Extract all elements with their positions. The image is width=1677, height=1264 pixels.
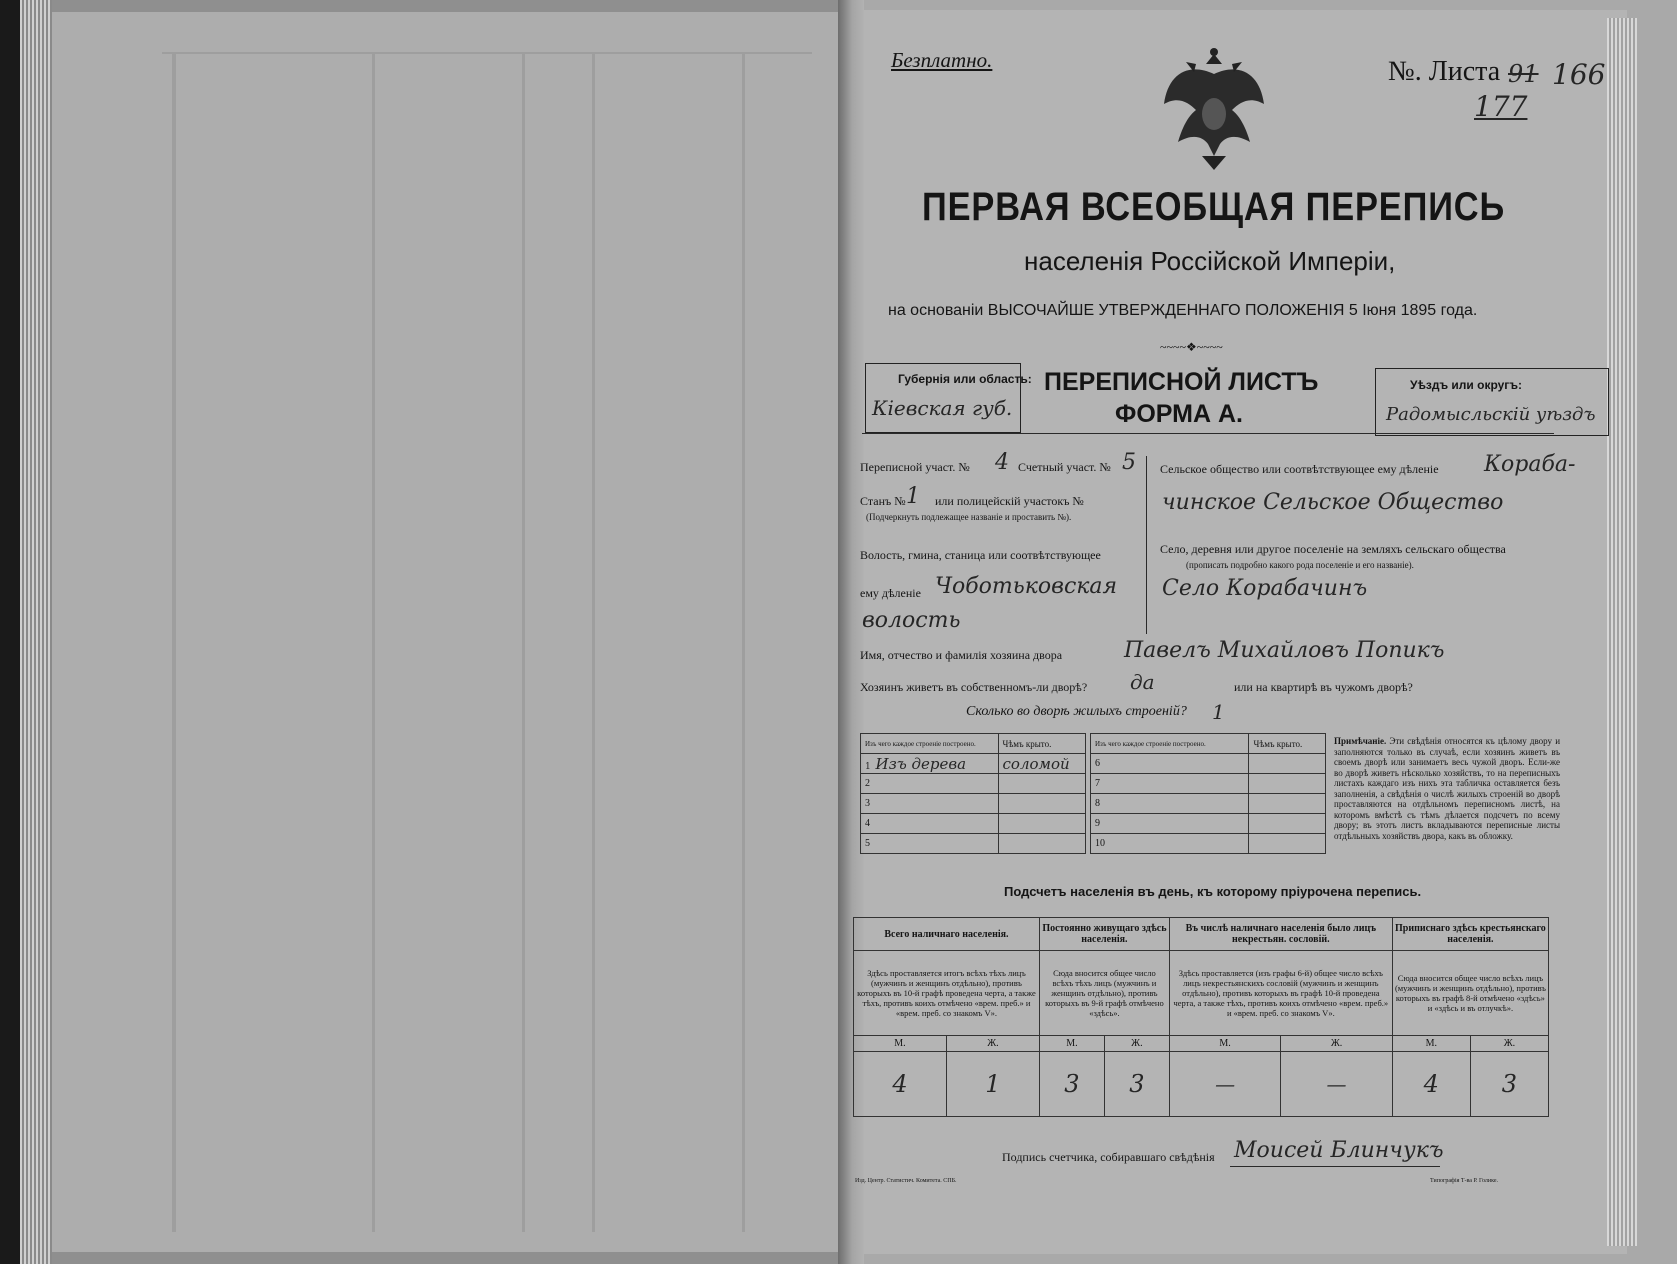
permanent-women: 3 <box>1104 1052 1169 1117</box>
printer-left: Изд. Центр. Статистич. Комитета. СПБ. <box>855 1178 957 1184</box>
m-header: М. <box>1169 1036 1280 1052</box>
sheet-number-corrected: 177 <box>1474 90 1528 123</box>
summary-col-head: Постоянно живущаго здѣсь населенія. <box>1039 918 1169 951</box>
row-number: 3 <box>861 794 999 814</box>
col-roof-header: Чѣмъ крыто. <box>998 734 1085 754</box>
volost-label-2: ему дѣленіе <box>860 586 921 600</box>
district-value: Радомысльскій уѣздъ <box>1386 404 1596 425</box>
f-header: Ж. <box>946 1036 1039 1052</box>
form-title: ПЕРЕПИСНОЙ ЛИСТЪ <box>1044 368 1319 396</box>
summary-col-head: Всего наличнаго населенія. <box>854 918 1040 951</box>
summary-title: Подсчетъ населенія въ день, къ которому пріурочена перепись. <box>1004 884 1422 899</box>
ghost-line <box>162 52 812 54</box>
building-roof: соломой <box>998 754 1085 774</box>
buildings-note: Примѣчаніе. Эти свѣдѣнія относятся къ цѣлому двору и заполняются только въ случаѣ, если хозяинъ живетъ въ своемъ дворѣ или занимаетъ весь чужой дворъ. Если-же во дворѣ живетъ нѣсколько хозяйствъ, то на переписныхъ листахъ каждаго изъ нихъ эта табличка оставляется безъ заполненія, а свѣдѣнія о числѣ жилыхъ строеній во дворѣ проставляются на отдѣльномъ переписномъ листѣ, на которомъ вмѣстѣ съ тѣмъ дѣлается подсчетъ по всему двору; въ этотъ листъ вкладываются переписные листы отдѣльныхъ хозяйствъ двора, какъ въ обложку. <box>1334 736 1561 841</box>
f-header: Ж. <box>1281 1036 1392 1052</box>
volost-value-1: Чоботьковская <box>935 574 1118 599</box>
left-blank-page <box>52 12 851 1252</box>
signature-label: Подпись счетчика, собиравшаго свѣдѣнія <box>1002 1150 1215 1164</box>
underline-note: (Подчеркнуть подлежащее названіе и проставить №). <box>866 512 1072 522</box>
census-subtitle: населенія Россійской Имперіи, <box>1024 246 1396 276</box>
left-page-edges <box>20 0 52 1264</box>
summary-table <box>853 917 1549 1117</box>
col-material-header: Изъ чего каждое строеніе построено. <box>861 734 999 754</box>
permanent-men: 3 <box>1039 1052 1104 1117</box>
summary-col-desc: Сюда вносится общее число всѣхъ тѣхъ лицъ (мужчинъ и женщинъ отдѣльно), противъ которыхъ въ 9-й графѣ отмѣчено «здѣсь». <box>1039 951 1169 1036</box>
stan-label: Станъ № <box>860 494 906 508</box>
column-divider <box>1146 456 1147 634</box>
row-number: 8 <box>1091 794 1249 814</box>
village-note: (прописать подробно какого рода поселеніе и его названіе). <box>1186 560 1414 570</box>
census-title: ПЕРВАЯ ВСЕОБЩАЯ ПЕРЕПИСЬ <box>922 185 1506 229</box>
empty-cell <box>1249 814 1326 834</box>
ghost-line <box>742 52 745 1232</box>
empty-cell <box>1249 754 1326 774</box>
province-value: Кіевская губ. <box>872 396 1013 420</box>
ghost-line <box>172 52 176 1232</box>
row-number: 4 <box>861 814 999 834</box>
ghost-line <box>592 52 595 1232</box>
m-header: М. <box>1039 1036 1104 1052</box>
counting-precinct-label: Счетный участ. № <box>1018 460 1111 474</box>
building-material: 1 Изъ дерева <box>861 754 999 774</box>
empty-cell <box>1249 834 1326 854</box>
sheet-label: №. Листа <box>1388 56 1501 87</box>
ghost-line <box>372 52 375 1232</box>
row-number: 9 <box>1091 814 1249 834</box>
sheet-number-new: 166 <box>1552 58 1606 91</box>
printer-right: Типографія Т-ва Р. Голике. <box>1430 1178 1499 1184</box>
society-label: Сельское общество или соотвѣтствующее ему дѣленіе <box>1160 462 1439 476</box>
m-header: М. <box>1392 1036 1470 1052</box>
buildings-table-right <box>1090 733 1326 854</box>
m-header: М. <box>854 1036 947 1052</box>
summary-col-desc: Здѣсь проставляется (изъ графы 6-й) общее число всѣхъ лицъ некрестьянскихъ сословій (мужчинъ и женщинъ отдѣльно), противъ которыхъ въ графѣ 10-й проведена черта, а также тѣхъ, противъ коихъ отмѣчено «врем. преб.» и «врем. преб. со знакомъ V». <box>1169 951 1392 1036</box>
peasant-men: 4 <box>1392 1052 1470 1117</box>
col-roof-header: Чѣмъ крыто. <box>1249 734 1326 754</box>
summary-col-head: Въ числѣ наличнаго населенія было лицъ некрестьян. сословій. <box>1169 918 1392 951</box>
own-yard-label: Хозяинъ живетъ въ собственномъ-ли дворѣ? <box>860 680 1088 694</box>
stan-value: 1 <box>906 484 920 509</box>
ghost-line <box>522 52 525 1232</box>
row-number: 2 <box>861 774 999 794</box>
summary-col-desc: Сюда вносится общее число всѣхъ лицъ (мужчинъ и женщинъ отдѣльно), противъ которыхъ въ графѣ 8-й отмѣчено «здѣсь» и «здѣсь и въ отлучкѣ». <box>1392 951 1548 1036</box>
own-yard-value: да <box>1130 670 1155 694</box>
volost-label-1: Волость, гмина, станица или соотвѣтствующее <box>860 548 1101 562</box>
ornament-divider: ~~~~❖~~~~ <box>1160 340 1223 354</box>
non-peasant-women: — <box>1281 1052 1392 1117</box>
right-page-edges <box>1607 18 1637 1246</box>
form-subtitle: ФОРМА А. <box>1115 400 1243 428</box>
village-label: Село, деревня или другое поселеніе на земляхъ сельскаго общества <box>1160 542 1506 556</box>
counting-precinct-value: 5 <box>1122 450 1136 475</box>
row-number: 6 <box>1091 754 1249 774</box>
census-precinct-value: 4 <box>995 450 1009 475</box>
owner-value: Павелъ Михайловъ Попикъ <box>1124 638 1445 663</box>
row-number: 10 <box>1091 834 1249 854</box>
enumerator-signature: Моисей Блинчукъ <box>1234 1138 1444 1163</box>
f-header: Ж. <box>1104 1036 1169 1052</box>
rule-line <box>862 433 1554 434</box>
summary-col-head: Приписнаго здѣсь крестьянскаго населенія. <box>1392 918 1548 951</box>
society-value-2: чинское Сельское Общество <box>1162 490 1504 515</box>
buildings-label: Сколько во дворѣ жилыхъ строеній? <box>966 704 1187 719</box>
row-number: 5 <box>861 834 999 854</box>
empty-cell <box>1249 774 1326 794</box>
empty-cell <box>998 814 1085 834</box>
census-precinct-label: Переписной участ. № <box>860 460 970 474</box>
empty-cell <box>998 794 1085 814</box>
empty-cell <box>998 834 1085 854</box>
province-label: Губернія или область: <box>898 372 1032 386</box>
peasant-women: 3 <box>1470 1052 1548 1117</box>
signature-line <box>1230 1166 1440 1167</box>
census-basis: на основаніи ВЫСОЧАЙШЕ УТВЕРЖДЕННАГО ПОЛОЖЕНІЯ 5 Іюня 1895 года. <box>888 302 1478 319</box>
empty-cell <box>998 774 1085 794</box>
free-label: Безплатно. <box>891 48 993 72</box>
village-value: Село Корабачинъ <box>1162 576 1368 601</box>
district-label: Уѣздъ или округъ: <box>1410 378 1523 392</box>
rented-label: или на квартирѣ въ чужомъ дворѣ? <box>1234 680 1413 694</box>
total-men: 4 <box>854 1052 947 1117</box>
volost-value-2: волость <box>862 608 961 633</box>
buildings-value: 1 <box>1212 700 1225 724</box>
double-headed-eagle-emblem <box>1158 44 1270 172</box>
non-peasant-men: — <box>1169 1052 1280 1117</box>
society-value-1: Кораба- <box>1484 452 1576 477</box>
empty-cell <box>1249 794 1326 814</box>
buildings-table-left <box>860 733 1086 854</box>
total-women: 1 <box>946 1052 1039 1117</box>
summary-col-desc: Здѣсь проставляется итогъ всѣхъ тѣхъ лицъ (мужчинъ и женщинъ отдѣльно), противъ которыхъ въ 10-й графѣ проведена черта, а также тѣхъ, противъ коихъ отмѣчено «врем. преб.» и «врем. преб. со знакомъ V». <box>854 951 1040 1036</box>
row-number: 7 <box>1091 774 1249 794</box>
f-header: Ж. <box>1470 1036 1548 1052</box>
police-label: или полицейскій участокъ № <box>935 494 1084 508</box>
sheet-number-struck: 91 <box>1508 60 1539 88</box>
owner-label: Имя, отчество и фамилія хозяина двора <box>860 648 1063 662</box>
col-material-header: Изъ чего каждое строеніе построено. <box>1091 734 1249 754</box>
